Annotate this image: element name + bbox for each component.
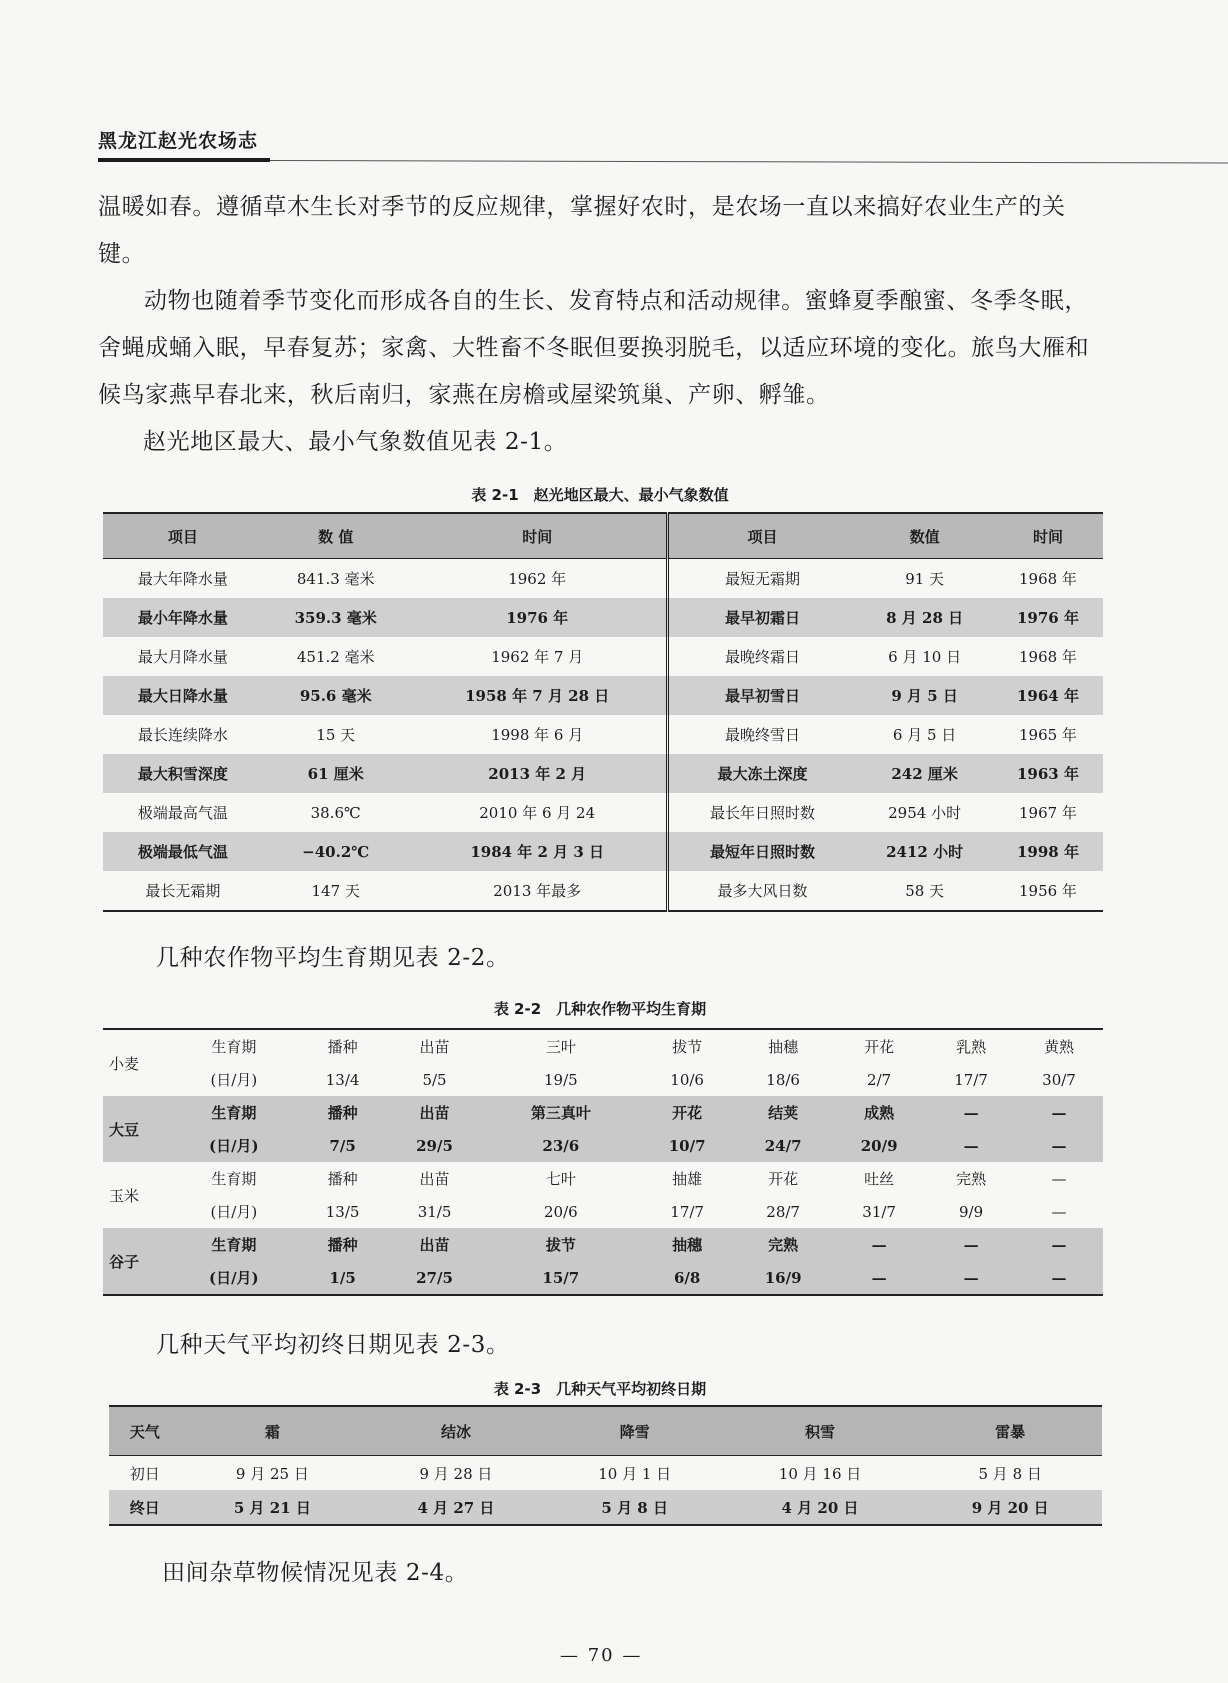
table-cell: 1976 年 [993, 598, 1103, 637]
table-cell: 841.3 毫米 [296, 570, 375, 588]
table-cell: 最大冻土深度 [667, 754, 856, 793]
table-cell: 10/6 [670, 1070, 704, 1089]
table-cell: 2412 小时 [856, 832, 993, 871]
table-cell: 91 天 [905, 570, 945, 588]
table-cell: 4 月 20 日 [722, 1490, 919, 1525]
table-cell: 1968 年 [1018, 570, 1077, 588]
table-cell: 95.6 毫米 [263, 676, 409, 715]
table-cell: 最大月降水量 [137, 648, 228, 666]
table-cell: (日/月) [210, 1071, 258, 1089]
table-cell: 9 月 20 日 [918, 1490, 1102, 1525]
table-cell: 播种 [327, 1170, 358, 1188]
table-cell: 15/7 [483, 1261, 640, 1295]
crop-stage-row [103, 1228, 1103, 1261]
table-cell: 16/9 [735, 1261, 831, 1295]
table-cell: 61 厘米 [263, 754, 409, 793]
table-cell: 开花 [768, 1170, 799, 1188]
table-cell: 13/5 [325, 1202, 360, 1221]
table-cell: — [1015, 1096, 1103, 1129]
table-cell: 最大年降水量 [137, 570, 228, 588]
table-cell: 最晚终雪日 [667, 715, 856, 754]
table-cell: — [927, 1228, 1015, 1261]
table-cell: 播种 [327, 1038, 358, 1056]
header-rule [98, 158, 270, 162]
table-cell: 10 月 16 日 [778, 1464, 862, 1483]
table-cell: 最小年降水量 [103, 598, 263, 637]
paragraph-5: 几种天气平均初终日期见表 2-3。 [156, 1332, 510, 1358]
table-cell: 1956 年 [1018, 882, 1077, 900]
table-cell: 1998 年 [993, 832, 1103, 871]
table-cell: 1958 年 7 月 28 日 [409, 676, 668, 715]
crop-date-row [103, 1195, 1103, 1228]
table-cell: 第三真叶 [483, 1096, 640, 1129]
col-header: 积雪 [722, 1406, 919, 1456]
table-cell: 1967 年 [1018, 804, 1077, 822]
table-cell: 出苗 [387, 1096, 483, 1129]
table-cell: 生育期 [169, 1096, 299, 1129]
table-cell: 1963 年 [993, 754, 1103, 793]
table-row [103, 598, 1103, 637]
table-cell: 10 月 1 日 [598, 1464, 672, 1483]
table-cell: 30/7 [1042, 1070, 1076, 1089]
table-cell: 播种 [299, 1096, 387, 1129]
table-cell: — [927, 1096, 1015, 1129]
table-cell: (日/月) [169, 1129, 299, 1162]
table-row [103, 871, 1103, 911]
table-cell: — [927, 1129, 1015, 1162]
table-row [103, 832, 1103, 871]
table-row [103, 676, 1103, 715]
table-cell: 极端最高气温 [137, 804, 228, 822]
table-cell: 七叶 [545, 1170, 576, 1188]
table-cell: — [1015, 1228, 1103, 1261]
table-cell: 7/5 [299, 1129, 387, 1162]
table-cell: 5/5 [422, 1070, 447, 1089]
table-2-2-caption: 表 2-2 几种农作物平均生育期 [493, 1000, 707, 1018]
table-cell: 初日 [129, 1464, 160, 1483]
table-row [103, 715, 1103, 754]
crop-stage-row [103, 1162, 1103, 1195]
table-cell: — [927, 1261, 1015, 1295]
table-row [109, 1456, 1102, 1491]
table-cell: 拔节 [483, 1228, 640, 1261]
table-header-row [109, 1406, 1102, 1456]
paragraph-3: 赵光地区最大、最小气象数值见表 2-1。 [143, 429, 568, 455]
table-cell: (日/月) [210, 1203, 258, 1221]
table-row [109, 1490, 1102, 1525]
table-cell: 23/6 [483, 1129, 640, 1162]
table-cell: 1984 年 2 月 3 日 [409, 832, 668, 871]
table-cell: 结荚 [735, 1096, 831, 1129]
table-cell: 成熟 [831, 1096, 927, 1129]
table-cell: 2013 年最多 [493, 882, 582, 900]
table-cell: 抽雄 [672, 1170, 703, 1188]
table-cell: — [1015, 1261, 1103, 1295]
col-header: 数值 [856, 513, 993, 559]
table-cell: −40.2℃ [263, 832, 409, 871]
table-row [103, 559, 1103, 599]
table-cell: 147 天 [311, 882, 360, 900]
table-cell: 最短年日照时数 [667, 832, 856, 871]
table-cell: 20/6 [543, 1202, 578, 1221]
table-cell: 1/5 [299, 1261, 387, 1295]
table-cell: — [1051, 1169, 1067, 1188]
table-cell: 451.2 毫米 [296, 648, 375, 666]
col-header: 雷暴 [918, 1406, 1102, 1456]
table-cell: 开花 [864, 1038, 895, 1056]
table-cell: — [831, 1261, 927, 1295]
table-cell: 1962 年 [508, 570, 567, 588]
table-cell: 18/6 [766, 1070, 800, 1089]
table-cell: 播种 [299, 1228, 387, 1261]
table-cell: 8 月 28 日 [856, 598, 993, 637]
table-cell: 生育期 [169, 1228, 299, 1261]
crop-name: 大豆 [103, 1096, 169, 1162]
table-cell: 4 月 27 日 [364, 1490, 548, 1525]
table-cell: (日/月) [169, 1261, 299, 1295]
col-header: 时间 [993, 513, 1103, 559]
running-header: 黑龙江赵光农场志 [98, 130, 259, 152]
table-cell: 5 月 21 日 [181, 1490, 365, 1525]
table-cell: 19/5 [543, 1070, 578, 1089]
table-row [103, 637, 1103, 676]
table-row [103, 754, 1103, 793]
table-cell: 1968 年 [1018, 648, 1077, 666]
table-cell: 出苗 [419, 1038, 450, 1056]
crop-name: 小麦 [109, 1054, 140, 1073]
table-cell: 9 月 28 日 [419, 1464, 493, 1483]
table-cell: 10/7 [639, 1129, 735, 1162]
table-cell: 抽穗 [768, 1038, 799, 1056]
crop-stage-row [103, 1096, 1103, 1129]
table-cell: — [831, 1228, 927, 1261]
table-cell: 27/5 [387, 1261, 483, 1295]
table-cell: 抽穗 [639, 1228, 735, 1261]
table-cell: 出苗 [419, 1170, 450, 1188]
table-cell: 9 月 5 日 [856, 676, 993, 715]
paragraph-2: 动物也随着季节变化而形成各自的生长、发育特点和活动规律。蜜蜂夏季酿蜜、冬季冬眠，舍蝇成蛹入眠，早春复苏；家禽、大牲畜不冬眠但要换羽脱毛，以适应环境的变化。旅鸟大雁和候鸟家燕早春北来，秋后南归，家燕在房檐或屋梁筑巢、产卵、孵雏。 [98, 288, 1090, 408]
col-header: 霜 [181, 1406, 365, 1456]
col-header: 项目 [103, 513, 263, 559]
table-cell: — [1015, 1129, 1103, 1162]
col-header: 降雪 [548, 1406, 722, 1456]
table-2-2 [103, 1028, 1103, 1296]
col-header: 时间 [409, 513, 668, 559]
table-cell: 17/7 [954, 1070, 988, 1089]
table-cell: 三叶 [545, 1038, 576, 1056]
table-cell: 15 天 [316, 726, 356, 744]
table-cell: 31/7 [862, 1202, 896, 1221]
table-cell: 20/9 [831, 1129, 927, 1162]
table-cell: 5 月 8 日 [548, 1490, 722, 1525]
table-cell: 2/7 [867, 1070, 892, 1089]
page-number: — 70 — [560, 1645, 643, 1666]
table-cell: 6/8 [639, 1261, 735, 1295]
table-cell: 最大日降水量 [103, 676, 263, 715]
table-cell: 1962 年 7 月 [491, 648, 584, 666]
table-cell: 最大积雪深度 [103, 754, 263, 793]
table-cell: 31/5 [417, 1202, 452, 1221]
col-header: 结冰 [364, 1406, 548, 1456]
table-cell: 完熟 [956, 1170, 987, 1188]
table-cell: 开花 [639, 1096, 735, 1129]
table-cell: 1976 年 [409, 598, 668, 637]
table-cell: 13/4 [325, 1070, 360, 1089]
table-cell: 最早初雪日 [667, 676, 856, 715]
table-cell: 38.6℃ [310, 803, 361, 822]
table-cell: 黄熟 [1044, 1038, 1075, 1056]
crop-date-row [103, 1261, 1103, 1295]
table-2-3-caption: 表 2-3 几种天气平均初终日期 [493, 1380, 707, 1398]
table-cell: 出苗 [387, 1228, 483, 1261]
table-cell: 5 月 8 日 [978, 1464, 1042, 1483]
table-cell: 生育期 [211, 1170, 257, 1188]
table-cell: 极端最低气温 [103, 832, 263, 871]
table-2-1-caption: 表 2-1 赵光地区最大、最小气象数值 [471, 486, 729, 504]
table-cell: 完熟 [735, 1228, 831, 1261]
paragraph-1: 温暖如春。遵循草木生长对季节的反应规律，掌握好农时，是农场一直以来搞好农业生产的关键。 [98, 194, 1066, 267]
crop-name: 玉米 [109, 1186, 140, 1205]
table-cell: 拔节 [672, 1038, 703, 1056]
table-cell: 29/5 [387, 1129, 483, 1162]
paragraph-6: 田间杂草物候情况见表 2-4。 [162, 1560, 469, 1586]
table-2-1 [103, 512, 1103, 912]
table-cell: 2010 年 6 月 24 [479, 804, 596, 822]
col-header: 数 值 [263, 513, 409, 559]
table-cell: 最早初霜日 [667, 598, 856, 637]
table-cell: 58 天 [905, 882, 945, 900]
table-cell: 最长连续降水 [137, 726, 228, 744]
col-header: 项目 [667, 513, 856, 559]
table-cell: 9/9 [959, 1202, 984, 1221]
table-cell: 17/7 [670, 1202, 704, 1221]
table-row [103, 793, 1103, 832]
table-cell: 24/7 [735, 1129, 831, 1162]
table-cell: 1965 年 [1018, 726, 1077, 744]
table-cell: 6 月 10 日 [888, 648, 962, 666]
table-cell: 1964 年 [993, 676, 1103, 715]
crop-date-row [103, 1129, 1103, 1162]
table-cell: 终日 [109, 1490, 181, 1525]
table-cell: 乳熟 [956, 1038, 987, 1056]
table-cell: 最长年日照时数 [667, 793, 856, 832]
table-cell: 6 月 5 日 [892, 726, 957, 744]
table-cell: 生育期 [211, 1038, 257, 1056]
table-cell: 1998 年 6 月 [491, 726, 584, 744]
table-cell: 最多大风日数 [667, 871, 856, 911]
crop-stage-row [103, 1029, 1103, 1063]
table-2-3 [109, 1405, 1102, 1526]
table-cell: 2954 小时 [888, 804, 962, 822]
table-cell: 242 厘米 [856, 754, 993, 793]
table-cell: 2013 年 2 月 [409, 754, 668, 793]
table-cell: 吐丝 [864, 1170, 895, 1188]
table-cell: 359.3 毫米 [263, 598, 409, 637]
table-cell: 28/7 [766, 1202, 800, 1221]
table-cell: 最短无霜期 [667, 559, 856, 599]
table-header-row [103, 513, 1103, 559]
header-rule-thin [270, 160, 1228, 164]
table-cell: — [1051, 1202, 1067, 1221]
paragraph-4: 几种农作物平均生育期见表 2-2。 [156, 945, 510, 971]
table-cell: 9 月 25 日 [235, 1464, 309, 1483]
crop-name: 谷子 [103, 1228, 169, 1295]
col-header: 天气 [109, 1406, 181, 1456]
table-cell: 最长无霜期 [145, 882, 221, 900]
table-cell: 最晚终霜日 [667, 637, 856, 676]
crop-date-row [103, 1063, 1103, 1096]
